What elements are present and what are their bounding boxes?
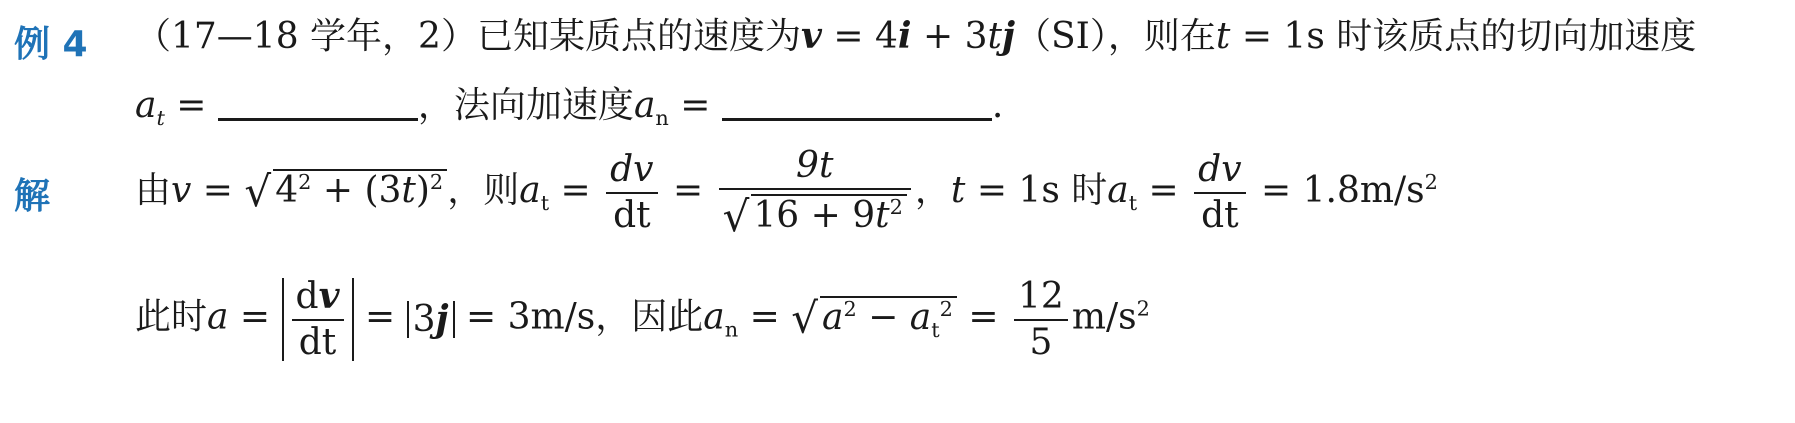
solution-text: ，则 <box>447 170 520 211</box>
symbol-a: a <box>909 296 932 338</box>
symbol-a: a <box>207 296 229 338</box>
equals: = <box>661 170 715 211</box>
radicand <box>751 194 907 234</box>
unit-vector-j: j <box>435 298 449 340</box>
fraction-dv-dt <box>606 149 657 236</box>
equals: = <box>549 170 603 211</box>
solution-text: 此时 <box>135 296 208 338</box>
equals: = <box>191 170 245 211</box>
radical-sign: √ <box>791 293 818 343</box>
numerator-d: d <box>295 276 319 317</box>
radical-sign: √ <box>244 167 272 216</box>
numerator <box>292 275 344 321</box>
velocity-vector: v <box>318 275 340 317</box>
problem-line-2 <box>135 85 1004 131</box>
subscript: n <box>655 106 669 131</box>
denominator: dt <box>613 195 651 236</box>
velocity-vector: v <box>800 15 822 57</box>
example-label: 例 4 <box>14 24 88 65</box>
subscript: t <box>540 191 550 216</box>
equation-text: = 4 <box>821 16 898 57</box>
answer-blank-normal[interactable] <box>722 118 992 121</box>
denominator: dt <box>1201 195 1239 236</box>
time-variable: t <box>987 16 1002 57</box>
exponent: 2 <box>843 296 857 321</box>
exponent: 2 <box>889 195 903 219</box>
symbol-a: a <box>519 170 541 211</box>
unit-vector-i: i <box>897 15 912 57</box>
problem-text: （17—18 学年，2）已知某质点的速度为 <box>135 16 801 57</box>
comma: ， <box>914 170 951 211</box>
solution-label: 解 <box>14 176 51 217</box>
unit: m/s <box>1071 296 1137 338</box>
period: . <box>991 85 1004 126</box>
radical-sign: √ <box>722 192 750 241</box>
time-variable: t <box>950 170 966 211</box>
symbol-a: a <box>821 296 844 338</box>
exponent: 2 <box>1424 170 1438 194</box>
solution-line-2 <box>135 275 1150 363</box>
exponent: 2 <box>429 170 444 194</box>
exponent: 2 <box>1136 296 1150 321</box>
numerator: dv <box>1194 152 1245 194</box>
problem-text: （SI），则在 <box>1015 16 1216 57</box>
fraction-9t <box>719 145 911 241</box>
equals: = <box>164 85 218 126</box>
absolute-value-fraction <box>282 275 354 363</box>
denominator: dt <box>298 322 337 363</box>
subscript: t <box>1128 191 1138 216</box>
radicand-term: ) <box>415 170 430 211</box>
equals: = <box>738 296 792 338</box>
result-value: = 1.8m/s <box>1249 170 1425 211</box>
radicand <box>820 296 957 342</box>
exponent: 2 <box>939 296 953 321</box>
radicand-term: 4 <box>275 170 299 211</box>
denominator: 5 <box>1029 321 1053 363</box>
minus: − <box>856 296 910 338</box>
fraction-dv-dt <box>1194 149 1245 236</box>
coefficient: 3 <box>412 299 436 340</box>
fraction-12-5 <box>1014 275 1068 363</box>
solution-text: 由 <box>135 170 172 211</box>
equals: = <box>1137 170 1191 211</box>
symbol-a: a <box>1107 170 1129 211</box>
numerator: 9t <box>719 148 911 190</box>
radicand-term: + (3 <box>311 170 402 211</box>
problem-text: ，法向加速度 <box>417 85 634 126</box>
time-variable: t <box>1215 16 1231 57</box>
exponent: 2 <box>298 170 312 194</box>
time-variable: t <box>875 195 890 236</box>
equals: = <box>668 85 722 126</box>
subscript: n <box>724 317 739 342</box>
unit-vector-j: j <box>1001 15 1016 57</box>
problem-line-1 <box>135 15 1697 57</box>
symbol-a: a <box>703 296 725 338</box>
numerator: 12 <box>1014 279 1068 321</box>
answer-blank-tangential[interactable] <box>218 118 418 121</box>
equals: = <box>353 296 407 338</box>
fraction-dv-dt <box>292 275 344 363</box>
symbol-a: a <box>135 85 157 126</box>
time-variable: t <box>401 170 416 211</box>
radicand <box>273 169 447 209</box>
problem-text: = 1s 时该质点的切向加速度 <box>1230 16 1697 57</box>
subscript: t <box>156 106 165 131</box>
radicand-term: 16 + 9 <box>753 195 876 236</box>
denominator <box>719 190 911 241</box>
symbol-a: a <box>633 85 656 126</box>
solution-text: = 1s 时 <box>965 170 1108 211</box>
solution-text: = 3m/s，因此 <box>454 296 704 338</box>
numerator: dv <box>606 152 657 194</box>
absolute-value-3j <box>407 298 455 340</box>
solution-line-1 <box>135 145 1438 241</box>
subscript: t <box>931 317 940 342</box>
equals: = <box>228 296 282 338</box>
equals: = <box>956 296 1011 338</box>
equation-text: + 3 <box>911 16 988 57</box>
symbol-v: v <box>171 170 192 211</box>
